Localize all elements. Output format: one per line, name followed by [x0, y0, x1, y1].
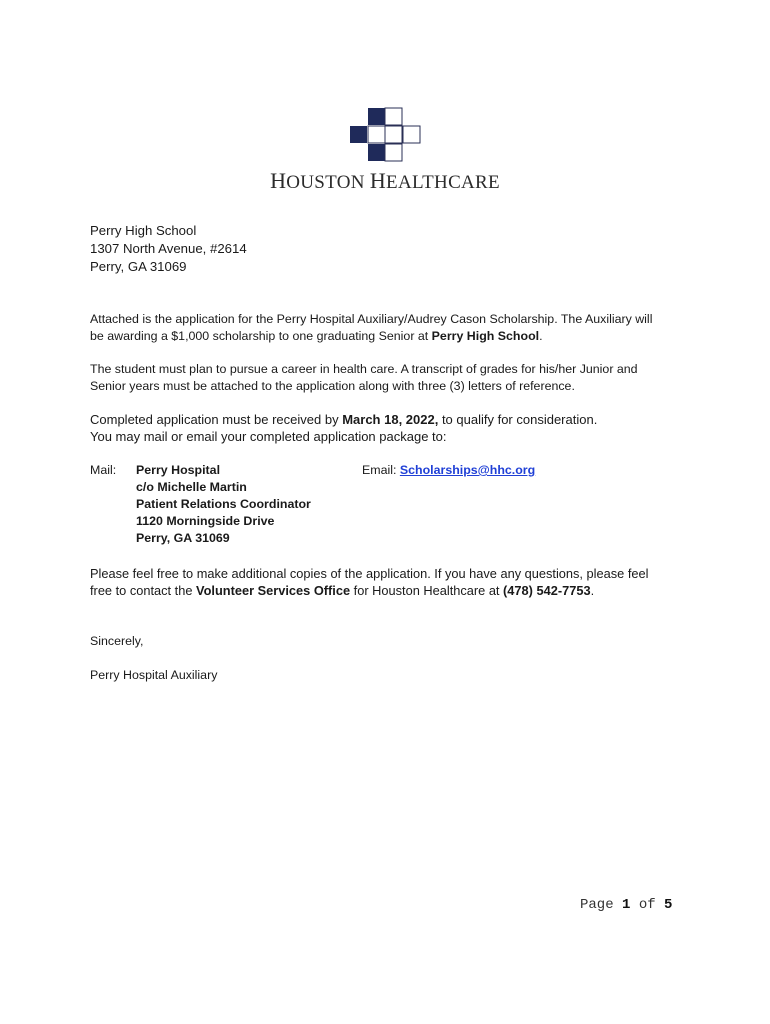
brand-wordmark: HOUSTON HEALTHCARE: [270, 168, 500, 193]
page-number: Page 1 of 5: [580, 897, 673, 913]
address-line: 1307 North Avenue, #2614: [90, 241, 247, 256]
requirements-paragraph: The student must plan to pursue a career in health care. A transcript of grades for his/her Junior and Senior years must be attached to the application along with three (3) letters of reference.: [90, 362, 638, 393]
intro-paragraph: Attached is the application for the Perry Hospital Auxiliary/Audrey Cason Scholarship. The Auxiliary will be awarding a $1,000 scholarship to one graduating Senior at Perry High School.: [90, 312, 653, 343]
address-line: Perry High School: [90, 223, 197, 238]
mail-label: Mail:: [90, 463, 117, 477]
email-label: Email:: [362, 463, 400, 477]
email-section: [362, 462, 535, 479]
deadline-paragraph: Completed application must be received by March 18, 2022, to qualify for consideration. You may mail or email your completed application package to:: [90, 412, 598, 444]
houston-healthcare-cross-logo-icon: [348, 107, 422, 163]
email-link[interactable]: Scholarships@hhc.org: [399, 463, 536, 477]
closing: Sincerely,: [90, 634, 144, 648]
recipient-address: [90, 222, 247, 276]
mailing-address: Perry Hospital c/o Michelle Martin Patient Relations Coordinator 1120 Morningside Drive Perry, GA 31069: [136, 463, 311, 545]
signature: Perry Hospital Auxiliary: [90, 668, 218, 682]
contact-paragraph: Please feel free to make additional copies of the application. If you have any questions, please feel free to contact the Volunteer Services Office for Houston Healthcare at (478) 542-7753.: [90, 566, 649, 598]
address-line: Perry, GA 31069: [90, 259, 187, 274]
